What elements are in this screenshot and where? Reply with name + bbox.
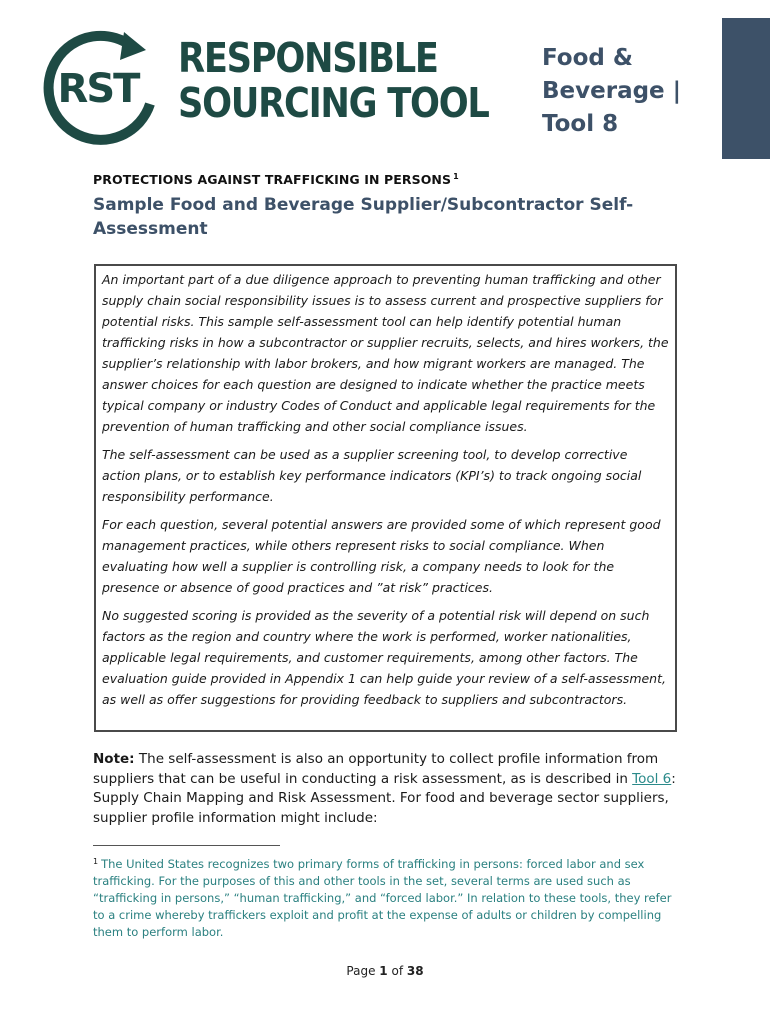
tool-title-line-1: Food & <box>542 45 633 71</box>
page-of: of <box>387 964 407 978</box>
page-prefix: Page <box>346 964 380 978</box>
logo-text: RST <box>57 66 139 112</box>
intro-paragraph: No suggested scoring is provided as the severity of a potential risk will depend on such factors as the region and country where the work is performed, worker nationalities, applicable legal requirements, and customer requirements, among other factors. The evaluation guide provided in Appendix 1 can help guide your review of a self-assessment, as well as offer suggestions for providing feedback to suppliers and subcontractors. <box>102 608 666 707</box>
page-current: 1 <box>379 964 388 978</box>
page-title-line-2: Assessment <box>93 219 208 239</box>
intro-paragraph: The self-assessment can be used as a supplier screening tool, to develop corrective action plans, or to establish key performance indicators (KPI’s) to track ongoing social responsibility performance. <box>102 447 642 504</box>
page-title-line-1: Sample Food and Beverage Supplier/Subcontractor Self- <box>93 195 634 215</box>
tool-title-line-2: Beverage | <box>542 78 682 104</box>
rst-logo <box>38 26 163 146</box>
note-text-after: : Supply Chain Mapping and Risk Assessment. For food and beverage sector suppliers, supplier profile information might include: <box>93 770 676 826</box>
intro-paragraph: For each question, several potential answers are provided some of which represent good management practices, while others represent risks to social compliance. When evaluating how well a supplier is controlling risk, a company needs to look for the presence or absence of good practices and ”at risk” practices. <box>102 517 661 595</box>
footnote-marker: 1 <box>93 857 99 866</box>
eyebrow-footnote-ref[interactable]: 1 <box>453 172 459 181</box>
page-number <box>0 964 770 978</box>
footnote-text: The United States recognizes two primary forms of trafficking in persons: forced labor and sex trafficking. For the purposes of this and other tools in the set, several terms are used such as “trafficking in persons,” “human trafficking,” and “forced labor.” In relation to these tools, they refer to a crime whereby traffickers exploit and profit at the expense of adults or children by compelling them to perform labor. <box>93 857 672 939</box>
brand-line-2: SOURCING TOOL <box>178 79 489 127</box>
brand-name <box>178 36 489 126</box>
note-label: Note: <box>93 751 135 767</box>
page-title <box>93 193 653 241</box>
section-eyebrow <box>93 172 459 187</box>
rst-logo-icon <box>38 26 163 146</box>
brand-line-1: RESPONSIBLE <box>178 34 438 82</box>
tool-title <box>542 42 681 141</box>
intro-box <box>94 264 677 732</box>
note-text-before: The self-assessment is also an opportunity to collect profile information from suppliers that can be useful in conducting a risk assessment, as is described in <box>93 751 659 787</box>
footnote-divider <box>93 845 280 846</box>
note-paragraph <box>93 750 693 828</box>
page-total: 38 <box>406 964 424 978</box>
tool-6-link[interactable]: Tool 6 <box>632 770 672 787</box>
eyebrow-text: PROTECTIONS AGAINST TRAFFICKING IN PERSONS <box>93 172 452 187</box>
footnote <box>93 853 683 941</box>
side-tab <box>722 18 770 159</box>
tool-title-line-3: Tool 8 <box>542 111 619 137</box>
intro-paragraph: An important part of a due diligence approach to preventing human trafficking and other supply chain social responsibility issues is to assess current and prospective suppliers for potential risks. This sample self-assessment tool can help identify potential human trafficking risks in how a subcontractor or supplier recruits, selects, and hires workers, the supplier’s relationship with labor brokers, and how migrant workers are managed. The answer choices for each question are designed to indicate whether the practice meets typical company or industry Codes of Conduct and applicable legal requirements for the prevention of human trafficking and other social compliance issues. <box>102 272 669 434</box>
